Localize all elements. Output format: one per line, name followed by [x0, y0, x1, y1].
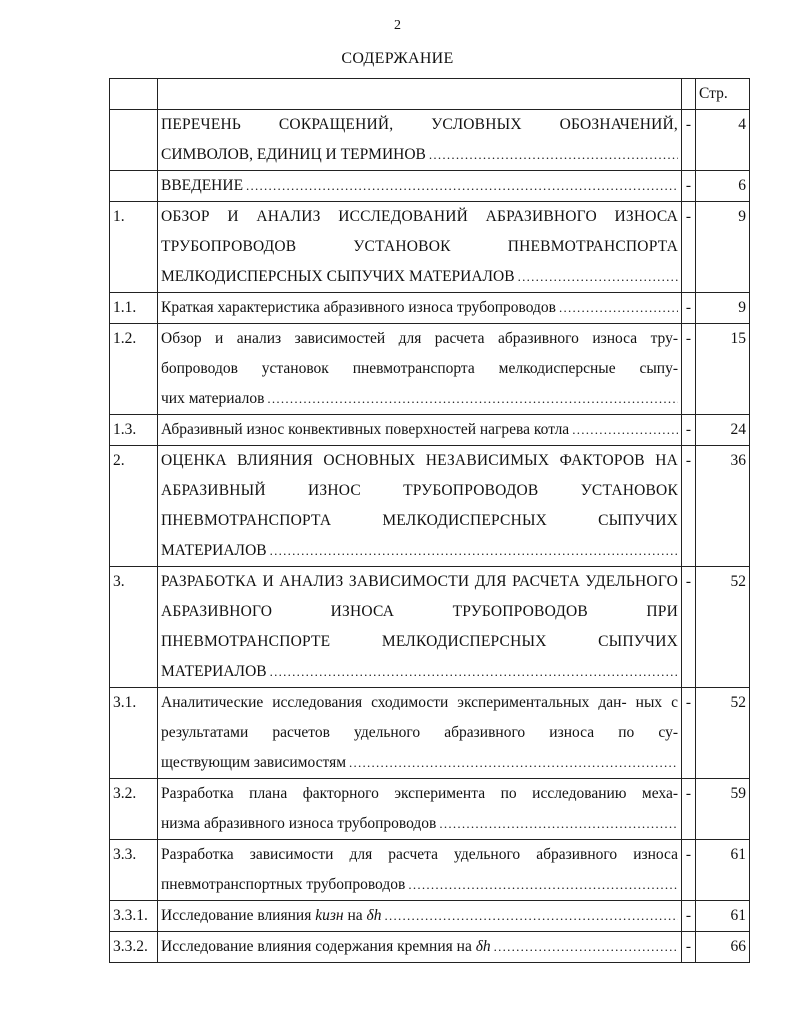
toc-row	[110, 202, 750, 293]
toc-table	[109, 78, 750, 963]
toc-page: 61	[696, 901, 750, 932]
toc-dash: -	[682, 171, 696, 202]
toc-page: 61	[696, 840, 750, 901]
toc-entry-title: СИМВОЛОВ, ЕДИНИЦ И ТЕРМИНОВ	[161, 146, 426, 163]
toc-dash: -	[682, 840, 696, 901]
toc-entry-lead: ПЕРЕЧЕНЬ СОКРАЩЕНИЙ, УСЛОВНЫХ ОБОЗНАЧЕНИЙ,	[161, 116, 678, 133]
toc-row	[110, 324, 750, 415]
toc-row	[110, 688, 750, 779]
toc-dash: -	[682, 932, 696, 963]
toc-row	[110, 171, 750, 202]
page-title: СОДЕРЖАНИЕ	[341, 50, 454, 67]
toc-entry-title: низма абразивного износа трубопроводов	[161, 815, 437, 832]
toc-entry-connector: на	[347, 907, 363, 924]
toc-page: 52	[696, 688, 750, 779]
page-number: 2	[394, 18, 401, 33]
toc-entry-title: Исследование влияния	[161, 907, 312, 924]
toc-entry-lead: Разработка плана факторного эксперимента по исследованию меха-	[161, 785, 678, 802]
toc-page: 4	[696, 110, 750, 171]
toc-page: 9	[696, 202, 750, 293]
toc-number: 1.3.	[110, 415, 158, 446]
toc-header-row	[110, 79, 750, 110]
toc-entry-title: Абразивный износ конвективных поверхностей нагрева котла	[161, 421, 570, 438]
toc-dash: -	[682, 901, 696, 932]
toc-entry-lead: Обзор и анализ зависимостей для расчета абразивного износа тру- бопроводов установок пневмотранспорта мелкодисперсные сыпу-	[161, 330, 678, 377]
toc-number	[110, 110, 158, 171]
toc-row	[110, 779, 750, 840]
page-column-header: Стр.	[696, 79, 750, 110]
toc-number: 1.2.	[110, 324, 158, 415]
toc-entry-title: ществующим зависимостям	[161, 754, 347, 771]
toc-number: 3.3.	[110, 840, 158, 901]
toc-entry-title: МЕЛКОДИСПЕРСНЫХ СЫПУЧИХ МАТЕРИАЛОВ	[161, 268, 515, 285]
toc-dash: -	[682, 293, 696, 324]
toc-number: 3.1.	[110, 688, 158, 779]
toc-entry-title: Исследование влияния содержания кремния на	[161, 938, 472, 955]
toc-entry-title: МАТЕРИАЛОВ	[161, 663, 267, 680]
toc-dash: -	[682, 567, 696, 688]
toc-number: 2.	[110, 446, 158, 567]
toc-page: 15	[696, 324, 750, 415]
toc-entry-title: ВВЕДЕНИЕ	[161, 177, 244, 194]
toc-entry-title: Краткая характеристика абразивного износа трубопроводов	[161, 299, 557, 316]
symbol-delta-h: δh	[366, 907, 382, 924]
toc-entry-lead: РАЗРАБОТКА И АНАЛИЗ ЗАВИСИМОСТИ ДЛЯ РАСЧЕТА УДЕЛЬНОГО АБРАЗИВНОГО ИЗНОСА ТРУБОПРОВОДОВ ПРИ ПНЕВМОТРАНСПОРТЕ МЕЛКОДИСПЕРСНЫХ СЫПУЧИХ	[161, 573, 678, 650]
toc-dash: -	[682, 415, 696, 446]
toc-number: 3.3.2.	[110, 932, 158, 963]
symbol-delta-h: δh	[475, 938, 491, 955]
toc-dash: -	[682, 446, 696, 567]
toc-dash: -	[682, 202, 696, 293]
toc-page: 24	[696, 415, 750, 446]
toc-page: 66	[696, 932, 750, 963]
toc-number	[110, 171, 158, 202]
toc-number: 3.	[110, 567, 158, 688]
toc-page: 52	[696, 567, 750, 688]
toc-dash: -	[682, 110, 696, 171]
symbol-k-izn: kизн	[315, 907, 344, 924]
toc-entry-lead: Разработка зависимости для расчета удельного абразивного износа	[161, 846, 678, 863]
toc-entry-lead: ОБЗОР И АНАЛИЗ ИССЛЕДОВАНИЙ АБРАЗИВНОГО ИЗНОСА ТРУБОПРОВОДОВ УСТАНОВОК ПНЕВМОТРАНСПОРТА	[161, 208, 678, 255]
toc-dash: -	[682, 324, 696, 415]
toc-entry-lead: ОЦЕНКА ВЛИЯНИЯ ОСНОВНЫХ НЕЗАВИСИМЫХ ФАКТОРОВ НА АБРАЗИВНЫЙ ИЗНОС ТРУБОПРОВОДОВ УСТАНОВОК ПНЕВМОТРАНСПОРТА МЕЛКОДИСПЕРСНЫХ СЫПУЧИХ	[161, 452, 678, 529]
toc-page: 9	[696, 293, 750, 324]
toc-row	[110, 567, 750, 688]
toc-row	[110, 932, 750, 963]
toc-row	[110, 110, 750, 171]
toc-number: 1.1.	[110, 293, 158, 324]
toc-row	[110, 840, 750, 901]
toc-number: 1.	[110, 202, 158, 293]
toc-number: 3.2.	[110, 779, 158, 840]
toc-row	[110, 415, 750, 446]
toc-page: 59	[696, 779, 750, 840]
toc-number: 3.3.1.	[110, 901, 158, 932]
toc-entry-title: пневмотранспортных трубопроводов	[161, 876, 406, 893]
toc-dash: -	[682, 688, 696, 779]
toc-row	[110, 446, 750, 567]
toc-row	[110, 293, 750, 324]
toc-page: 6	[696, 171, 750, 202]
toc-entry-lead: Аналитические исследования сходимости экспериментальных дан- ных с результатами расчетов удельного абразивного износа по су-	[161, 694, 678, 741]
toc-row	[110, 901, 750, 932]
toc-page: 36	[696, 446, 750, 567]
toc-entry-title: чих материалов	[161, 390, 265, 407]
toc-entry-title: МАТЕРИАЛОВ	[161, 542, 267, 559]
toc-dash: -	[682, 779, 696, 840]
